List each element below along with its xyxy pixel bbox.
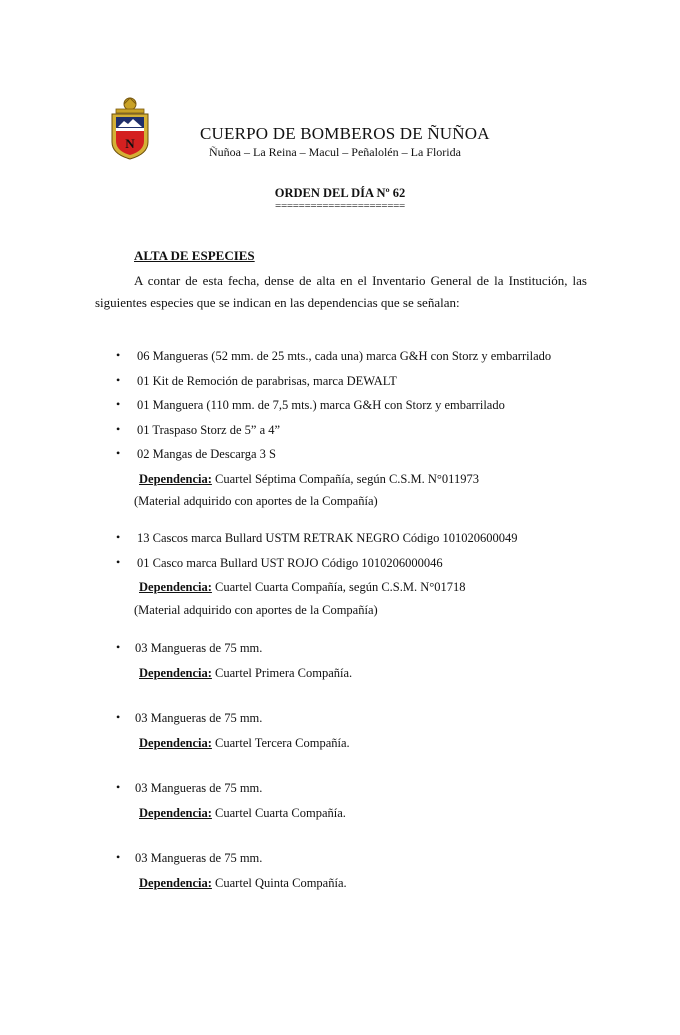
dependency-label: Dependencia: [139,665,212,680]
order-title: ORDEN DEL DÍA Nº 62 [274,186,406,200]
dependency-line [139,876,347,891]
list-item: 01 Kit de Remoción de parabrisas, marca DEWALT [137,373,397,388]
dependency-line [139,472,479,487]
dependency-value: Cuartel Tercera Compañía. [211,735,350,750]
funding-note: (Material adquirido con aportes de la Compañía) [134,602,378,617]
dependency-label: Dependencia: [139,805,212,820]
dependency-label: Dependencia: [139,471,212,486]
bullet-icon: • [116,372,121,387]
dependency-label: Dependencia: [139,735,212,750]
dependency-label: Dependencia: [139,875,212,890]
dependency-value: Cuartel Cuarta Compañía, según C.S.M. N°01718 [211,580,466,594]
dependency-value: Cuartel Séptima Compañía, según C.S.M. N°011973 [211,471,479,486]
svg-text:N: N [125,136,135,151]
bullet-icon: • [116,780,121,794]
dependency-line [139,580,466,595]
dependency-value: Cuartel Cuarta Compañía. [211,805,346,820]
dependency-line [139,736,350,751]
dependency-line [139,806,346,821]
intro-paragraph: A contar de esta fecha, dense de alta en el Inventario General de la Institución, las siguientes especies que se indican en las dependencias que se señalan: [95,273,587,310]
bullet-icon: • [116,850,121,864]
list-item: 01 Casco marca Bullard UST ROJO Código 1010206000046 [137,555,443,570]
bullet-icon: • [116,554,121,569]
dependency-line [139,666,352,681]
list-item: 13 Cascos marca Bullard USTM RETRAK NEGRO Código 101020600049 [137,531,518,545]
dependency-value: Cuartel Primera Compañía. [211,665,353,680]
bullet-icon: • [116,710,121,724]
bullet-icon: • [116,421,121,436]
organization-communes: Ñuñoa – La Reina – Macul – Peñalolén – La Florida [209,145,461,159]
section-heading: ALTA DE ESPECIES [134,248,255,263]
fire-department-crest-icon [108,96,152,160]
bullet-icon: • [116,348,121,362]
list-item: 01 Traspaso Storz de 5” a 4” [137,422,281,437]
bullet-icon: • [116,446,121,460]
list-item: 03 Mangueras de 75 mm. [135,851,263,865]
title-rule: ====================== [275,200,405,212]
bullet-icon: • [116,530,121,544]
dependency-label: Dependencia: [139,580,212,594]
funding-note: (Material adquirido con aportes de la Compañía) [134,494,378,508]
list-item: 03 Mangueras de 75 mm. [135,641,263,655]
list-item: 01 Manguera (110 mm. de 7,5 mts.) marca G&H con Storz y embarrilado [137,398,505,412]
list-item: 03 Mangueras de 75 mm. [135,781,263,795]
bullet-icon: • [116,640,121,654]
list-item: 06 Mangueras (52 mm. de 25 mts., cada una) marca G&H con Storz y embarrilado [137,349,552,363]
list-item: 02 Mangas de Descarga 3 S [137,447,276,461]
organization-name: CUERPO DE BOMBEROS DE ÑUÑOA [200,124,490,143]
list-item: 03 Mangueras de 75 mm. [135,711,263,725]
bullet-icon: • [116,397,121,411]
dependency-value: Cuartel Quinta Compañía. [211,875,347,890]
